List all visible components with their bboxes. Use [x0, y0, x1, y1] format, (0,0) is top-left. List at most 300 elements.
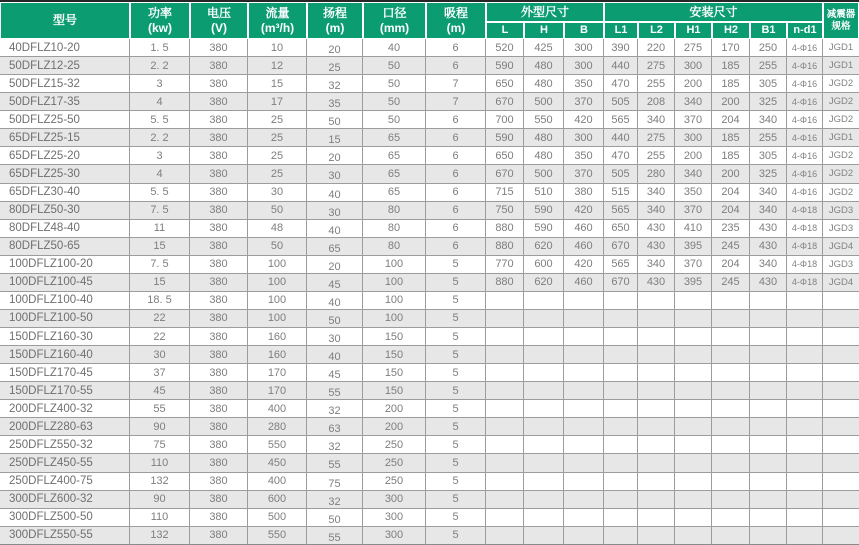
cell-dia: 200: [363, 418, 426, 436]
col-header-flow-unit: (m³/h): [260, 20, 295, 35]
cell-L2: 340: [638, 256, 675, 274]
cell-power: 15: [130, 274, 190, 292]
cell-head: 30: [307, 165, 363, 183]
cell-dia: 50: [363, 111, 426, 129]
cell-H2: 185: [712, 147, 750, 165]
cell-head: 75: [307, 473, 363, 491]
cell-L1: [604, 418, 638, 436]
cell-suct: 5: [426, 527, 486, 545]
col-group-install-dimensions: 安装尺寸: [604, 2, 823, 22]
cell-volt: 380: [190, 93, 248, 111]
table-row: [0, 454, 859, 472]
cell-volt: 380: [190, 220, 248, 238]
cell-L: [486, 527, 524, 545]
col-header-flow-label: 流量: [265, 5, 290, 20]
cell-head: 50: [307, 509, 363, 527]
cell-dia: 200: [363, 400, 426, 418]
cell-flow: 100: [248, 292, 307, 310]
cell-L1: 565: [604, 256, 638, 274]
cell-L1: 505: [604, 93, 638, 111]
cell-model: 65DFLZ25-30: [0, 165, 130, 183]
cell-B: [564, 292, 604, 310]
cell-L1: 440: [604, 57, 638, 75]
cell-volt: 380: [190, 238, 248, 256]
cell-H2: 204: [712, 184, 750, 202]
cell-suct: 6: [426, 220, 486, 238]
cell-model: 50DFLZ12-25: [0, 57, 130, 75]
cell-volt: 380: [190, 39, 248, 57]
col-header-power-label: 功率: [147, 5, 172, 20]
cell-model: 100DFLZ100-50: [0, 310, 130, 328]
cell-dia: 300: [363, 527, 426, 545]
cell-L: [486, 491, 524, 509]
cell-dia: 80: [363, 202, 426, 220]
cell-head: 15: [307, 129, 363, 147]
cell-nd1: [787, 292, 823, 310]
cell-B: 350: [564, 75, 604, 93]
cell-power: 1. 5: [130, 39, 190, 57]
cell-L: [486, 454, 524, 472]
cell-model: 50DFLZ25-50: [0, 111, 130, 129]
cell-nd1: 4-Φ18: [787, 220, 823, 238]
cell-B: 380: [564, 184, 604, 202]
cell-flow: 600: [248, 491, 307, 509]
cell-volt: 380: [190, 382, 248, 400]
cell-suct: 6: [426, 129, 486, 147]
cell-L1: 650: [604, 220, 638, 238]
cell-H: [524, 436, 564, 454]
cell-model: 150DFLZ170-55: [0, 382, 130, 400]
cell-head: 40: [307, 346, 363, 364]
col-header-head-unit: (m): [325, 20, 345, 35]
cell-H2: [712, 473, 750, 491]
cell-L2: [638, 473, 675, 491]
cell-B1: [750, 328, 787, 346]
table-row: [0, 147, 859, 165]
cell-L1: [604, 436, 638, 454]
cell-H2: 245: [712, 274, 750, 292]
cell-L2: 340: [638, 184, 675, 202]
cell-flow: 170: [248, 364, 307, 382]
col-header-head: [307, 2, 363, 39]
cell-flow: 25: [248, 129, 307, 147]
cell-dia: 100: [363, 256, 426, 274]
cell-H1: 340: [675, 93, 712, 111]
cell-L2: 255: [638, 147, 675, 165]
cell-B1: 340: [750, 202, 787, 220]
cell-L1: 470: [604, 75, 638, 93]
cell-damper: [823, 454, 859, 472]
cell-damper: JGD3: [823, 220, 859, 238]
cell-model: 65DFLZ25-20: [0, 147, 130, 165]
cell-head: 20: [307, 147, 363, 165]
cell-H: [524, 346, 564, 364]
cell-volt: 380: [190, 310, 248, 328]
cell-power: 2. 2: [130, 57, 190, 75]
cell-B1: [750, 436, 787, 454]
cell-L2: [638, 527, 675, 545]
cell-B: 300: [564, 129, 604, 147]
cell-H: 590: [524, 202, 564, 220]
cell-H: 480: [524, 75, 564, 93]
cell-B: [564, 527, 604, 545]
cell-B: 460: [564, 238, 604, 256]
col-header-voltage: [190, 2, 248, 39]
pump-spec-table: [0, 2, 859, 545]
cell-B1: [750, 509, 787, 527]
cell-L: [486, 328, 524, 346]
cell-H1: 350: [675, 184, 712, 202]
cell-L: [486, 292, 524, 310]
cell-B1: [750, 400, 787, 418]
cell-flow: 100: [248, 274, 307, 292]
cell-L1: [604, 527, 638, 545]
cell-H: 500: [524, 93, 564, 111]
cell-suct: 5: [426, 364, 486, 382]
cell-dia: 100: [363, 310, 426, 328]
cell-flow: 12: [248, 57, 307, 75]
cell-B1: [750, 364, 787, 382]
cell-flow: 160: [248, 328, 307, 346]
cell-H: [524, 491, 564, 509]
cell-model: 50DFLZ15-32: [0, 75, 130, 93]
cell-damper: [823, 418, 859, 436]
col-header-H1: H1: [675, 22, 712, 39]
cell-dia: 65: [363, 184, 426, 202]
table-row: [0, 346, 859, 364]
table-row: [0, 238, 859, 256]
table-row: [0, 129, 859, 147]
cell-dia: 150: [363, 328, 426, 346]
cell-L: [486, 364, 524, 382]
col-header-power-unit: (kw): [148, 20, 172, 35]
cell-dia: 250: [363, 454, 426, 472]
cell-flow: 25: [248, 111, 307, 129]
cell-dia: 100: [363, 274, 426, 292]
cell-nd1: [787, 400, 823, 418]
cell-nd1: [787, 491, 823, 509]
col-header-voltage-unit: (V): [211, 20, 227, 35]
cell-damper: [823, 310, 859, 328]
cell-L: [486, 382, 524, 400]
cell-nd1: [787, 454, 823, 472]
cell-model: 80DFLZ48-40: [0, 220, 130, 238]
cell-L1: [604, 292, 638, 310]
cell-H: [524, 454, 564, 472]
cell-H: 425: [524, 39, 564, 57]
cell-B1: [750, 473, 787, 491]
cell-H2: [712, 509, 750, 527]
cell-L2: 208: [638, 93, 675, 111]
cell-dia: 300: [363, 509, 426, 527]
cell-H2: 235: [712, 220, 750, 238]
cell-dia: 150: [363, 364, 426, 382]
cell-head: 55: [307, 382, 363, 400]
cell-power: 110: [130, 454, 190, 472]
cell-B: [564, 436, 604, 454]
cell-H: 590: [524, 220, 564, 238]
cell-L: 520: [486, 39, 524, 57]
cell-B: [564, 328, 604, 346]
cell-damper: [823, 346, 859, 364]
cell-suct: 5: [426, 256, 486, 274]
cell-L2: [638, 509, 675, 527]
cell-flow: 160: [248, 346, 307, 364]
cell-B: [564, 400, 604, 418]
col-header-suction-label: 吸程: [443, 5, 468, 20]
cell-suct: 5: [426, 454, 486, 472]
table-row: [0, 256, 859, 274]
cell-damper: JGD1: [823, 57, 859, 75]
cell-model: 100DFLZ100-20: [0, 256, 130, 274]
cell-nd1: [787, 473, 823, 491]
cell-head: 35: [307, 93, 363, 111]
cell-model: 65DFLZ25-15: [0, 129, 130, 147]
cell-nd1: [787, 509, 823, 527]
cell-volt: 380: [190, 418, 248, 436]
cell-B1: [750, 310, 787, 328]
cell-L2: [638, 454, 675, 472]
cell-damper: [823, 491, 859, 509]
cell-L1: [604, 328, 638, 346]
cell-L: [486, 473, 524, 491]
cell-head: 25: [307, 57, 363, 75]
table-row: [0, 491, 859, 509]
cell-model: 100DFLZ100-45: [0, 274, 130, 292]
cell-dia: 65: [363, 165, 426, 183]
cell-suct: 5: [426, 509, 486, 527]
cell-power: 30: [130, 346, 190, 364]
cell-dia: 65: [363, 129, 426, 147]
cell-L1: 670: [604, 238, 638, 256]
cell-damper: [823, 364, 859, 382]
cell-L1: 440: [604, 129, 638, 147]
cell-H: [524, 509, 564, 527]
col-header-damper-unit: 规格: [831, 20, 851, 32]
cell-suct: 6: [426, 39, 486, 57]
cell-volt: 380: [190, 274, 248, 292]
cell-H2: [712, 436, 750, 454]
cell-nd1: [787, 418, 823, 436]
cell-suct: 5: [426, 436, 486, 454]
cell-L: [486, 346, 524, 364]
cell-H1: 370: [675, 256, 712, 274]
cell-volt: 380: [190, 454, 248, 472]
cell-model: 150DFLZ160-40: [0, 346, 130, 364]
cell-L: 880: [486, 220, 524, 238]
cell-volt: 380: [190, 436, 248, 454]
cell-H2: 204: [712, 256, 750, 274]
cell-head: 40: [307, 220, 363, 238]
cell-suct: 6: [426, 57, 486, 75]
cell-H2: [712, 346, 750, 364]
cell-power: 37: [130, 364, 190, 382]
cell-flow: 100: [248, 256, 307, 274]
cell-H: 600: [524, 256, 564, 274]
cell-H1: [675, 473, 712, 491]
table-row: [0, 111, 859, 129]
cell-power: 132: [130, 473, 190, 491]
cell-L2: 275: [638, 57, 675, 75]
cell-nd1: 4-Φ18: [787, 256, 823, 274]
col-header-diameter: [363, 2, 426, 39]
cell-L2: 340: [638, 202, 675, 220]
col-header-diameter-unit: (mm): [379, 20, 410, 35]
cell-nd1: 4-Φ16: [787, 147, 823, 165]
cell-power: 15: [130, 238, 190, 256]
cell-B1: [750, 382, 787, 400]
cell-H: 510: [524, 184, 564, 202]
col-header-n-d1: n-d1: [787, 22, 823, 39]
table-row: [0, 436, 859, 454]
cell-B: 300: [564, 39, 604, 57]
cell-model: 250DFLZ450-55: [0, 454, 130, 472]
cell-B: [564, 491, 604, 509]
cell-B1: 340: [750, 184, 787, 202]
cell-model: 50DFLZ17-35: [0, 93, 130, 111]
cell-H2: 204: [712, 111, 750, 129]
cell-volt: 380: [190, 364, 248, 382]
cell-head: 50: [307, 111, 363, 129]
cell-damper: [823, 328, 859, 346]
cell-H: 620: [524, 274, 564, 292]
cell-H1: 370: [675, 202, 712, 220]
cell-power: 2. 2: [130, 129, 190, 147]
cell-L: 650: [486, 75, 524, 93]
cell-nd1: 4-Φ18: [787, 202, 823, 220]
cell-B1: 340: [750, 111, 787, 129]
cell-flow: 500: [248, 509, 307, 527]
cell-B: 420: [564, 202, 604, 220]
cell-power: 22: [130, 310, 190, 328]
cell-B1: [750, 292, 787, 310]
cell-nd1: 4-Φ16: [787, 165, 823, 183]
cell-B: 370: [564, 93, 604, 111]
cell-L2: 430: [638, 274, 675, 292]
cell-flow: 25: [248, 165, 307, 183]
cell-L: 770: [486, 256, 524, 274]
cell-damper: JGD2: [823, 75, 859, 93]
cell-H2: [712, 382, 750, 400]
cell-B1: [750, 491, 787, 509]
table-row: [0, 418, 859, 436]
cell-volt: 380: [190, 147, 248, 165]
cell-dia: 50: [363, 57, 426, 75]
cell-model: 150DFLZ160-30: [0, 328, 130, 346]
cell-H2: 200: [712, 165, 750, 183]
table-row: [0, 93, 859, 111]
table-row: [0, 527, 859, 545]
cell-L2: [638, 364, 675, 382]
cell-H2: 170: [712, 39, 750, 57]
cell-B1: 255: [750, 129, 787, 147]
cell-B: 370: [564, 165, 604, 183]
cell-L: 715: [486, 184, 524, 202]
cell-damper: [823, 400, 859, 418]
cell-head: 63: [307, 418, 363, 436]
cell-L1: [604, 454, 638, 472]
table-row: [0, 165, 859, 183]
cell-H: 480: [524, 57, 564, 75]
cell-dia: 80: [363, 220, 426, 238]
cell-B: [564, 473, 604, 491]
cell-B: [564, 509, 604, 527]
cell-nd1: [787, 527, 823, 545]
cell-head: 32: [307, 491, 363, 509]
cell-L2: 220: [638, 39, 675, 57]
cell-L1: [604, 491, 638, 509]
table-row: [0, 220, 859, 238]
cell-B1: [750, 346, 787, 364]
cell-L2: [638, 418, 675, 436]
cell-volt: 380: [190, 129, 248, 147]
cell-H: [524, 328, 564, 346]
cell-H2: [712, 400, 750, 418]
cell-nd1: 4-Φ16: [787, 57, 823, 75]
cell-nd1: 4-Φ16: [787, 75, 823, 93]
cell-head: 30: [307, 202, 363, 220]
cell-flow: 100: [248, 310, 307, 328]
cell-model: 40DFLZ10-20: [0, 39, 130, 57]
cell-suct: 6: [426, 111, 486, 129]
cell-damper: JGD2: [823, 147, 859, 165]
cell-H: [524, 292, 564, 310]
cell-H2: 200: [712, 93, 750, 111]
cell-damper: JGD4: [823, 274, 859, 292]
cell-B: [564, 346, 604, 364]
cell-L: 750: [486, 202, 524, 220]
cell-L2: 430: [638, 220, 675, 238]
cell-flow: 550: [248, 527, 307, 545]
cell-power: 90: [130, 418, 190, 436]
cell-nd1: 4-Φ16: [787, 111, 823, 129]
col-header-suction: [426, 2, 486, 39]
table-row: [0, 310, 859, 328]
cell-H2: 245: [712, 238, 750, 256]
cell-model: 100DFLZ100-40: [0, 292, 130, 310]
cell-model: 200DFLZ400-32: [0, 400, 130, 418]
cell-H1: [675, 491, 712, 509]
cell-nd1: [787, 328, 823, 346]
cell-suct: 6: [426, 238, 486, 256]
cell-L2: [638, 292, 675, 310]
cell-model: 80DFLZ50-65: [0, 238, 130, 256]
table-row: [0, 400, 859, 418]
cell-B1: 430: [750, 238, 787, 256]
cell-model: 200DFLZ280-63: [0, 418, 130, 436]
cell-damper: JGD1: [823, 39, 859, 57]
cell-suct: 5: [426, 491, 486, 509]
cell-B: [564, 418, 604, 436]
col-header-head-label: 扬程: [322, 5, 347, 20]
cell-H1: 275: [675, 39, 712, 57]
cell-suct: 6: [426, 184, 486, 202]
table-row: [0, 274, 859, 292]
cell-H2: 185: [712, 129, 750, 147]
cell-H1: 370: [675, 111, 712, 129]
cell-H1: 395: [675, 274, 712, 292]
cell-H1: [675, 418, 712, 436]
cell-L1: [604, 310, 638, 328]
cell-flow: 50: [248, 238, 307, 256]
cell-L2: [638, 346, 675, 364]
col-header-diameter-label: 口径: [382, 5, 407, 20]
cell-flow: 170: [248, 382, 307, 400]
cell-H: 620: [524, 238, 564, 256]
cell-volt: 380: [190, 473, 248, 491]
cell-damper: JGD1: [823, 129, 859, 147]
col-header-H2: H2: [712, 22, 750, 39]
